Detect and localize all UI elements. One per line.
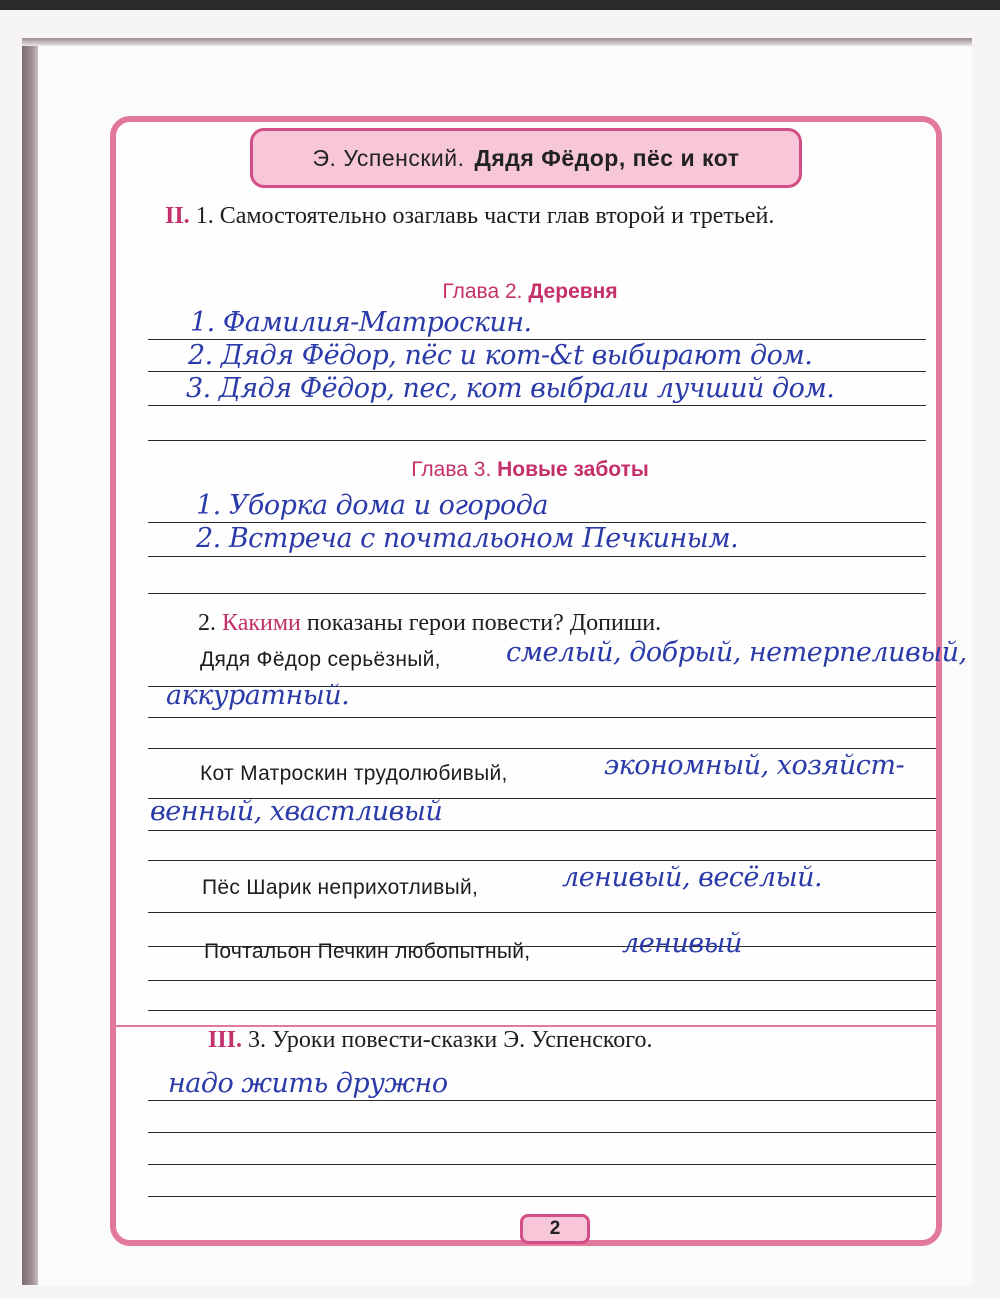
- answer-line: [148, 371, 926, 372]
- answer-line: [148, 1010, 936, 1011]
- task2-highlight: Какими: [222, 610, 301, 636]
- answer-line: [148, 912, 936, 913]
- hero-matroskin: Кот Матроскин трудолюбивый,: [200, 762, 508, 785]
- task3-text: Уроки повести-сказки Э. Успенского.: [272, 1027, 653, 1053]
- task3-prompt: [208, 1022, 653, 1058]
- page-number: 2: [520, 1214, 590, 1244]
- answer-line: [148, 860, 936, 861]
- task1-prompt: [165, 198, 905, 234]
- chapter2-heading: [320, 280, 740, 304]
- task3-number: 3.: [248, 1027, 267, 1053]
- scan-top-edge: [0, 0, 1000, 10]
- hero-pechkin-answer-1: ленивый: [622, 928, 742, 959]
- hero-sharik-answer-1: ленивый, весёлый.: [562, 862, 823, 893]
- chapter2-answer-1: 1. Фамилия-Матроскин.: [190, 307, 532, 338]
- hero-pechkin: Почтальон Печкин любопытный,: [204, 940, 531, 963]
- answer-line: [148, 405, 926, 406]
- answer-line: [148, 980, 936, 981]
- chapter3-answer-2: 2. Встреча с почтальоном Печкиным.: [196, 523, 739, 554]
- answer-line: [148, 830, 936, 831]
- chapter3-name: Новые заботы: [497, 458, 649, 481]
- hero-matroskin-answer-2: венный, хвастливый: [150, 796, 443, 827]
- chapter2-answer-2: 2. Дядя Фёдор, пёс и кот-&t выбирают дом.: [188, 340, 813, 371]
- answer-line: [148, 593, 926, 594]
- hero-matroskin-answer-1: экономный, хозяйст-: [604, 750, 905, 781]
- chapter2-number: 2.: [504, 280, 523, 303]
- answer-line: [148, 1164, 936, 1165]
- task2-prompt: [198, 605, 661, 641]
- task1-text: Самостоятельно озаглавь части глав второй и третьей.: [219, 203, 775, 229]
- book-top-edge: [22, 38, 972, 46]
- chapter3-label: Глава: [411, 458, 468, 481]
- task2-number: 2.: [198, 610, 216, 636]
- task1-section: II.: [165, 203, 190, 229]
- chapter3-answer-1: 1. Уборка дома и огорода: [196, 490, 548, 521]
- answer-line: [148, 440, 926, 441]
- chapter2-label: Глава: [442, 280, 500, 303]
- chapter2-answer-3: 3. Дядя Фёдор, пес, кот выбрали лучший дом.: [186, 373, 835, 404]
- hero-uncle-fyodor: Дядя Фёдор серьёзный,: [200, 648, 441, 671]
- chapter3-heading: [300, 458, 760, 482]
- hero-uncle-fyodor-answer-1: смелый, добрый, нетерпеливый,: [506, 637, 967, 668]
- answer-line: [148, 748, 936, 749]
- answer-line: [148, 1132, 936, 1133]
- chapter2-name: Деревня: [528, 280, 618, 303]
- header-book-title: Дядя Фёдор, пёс и кот: [474, 144, 740, 171]
- answer-line: [148, 1196, 936, 1197]
- task3-section: III.: [208, 1027, 243, 1053]
- hero-uncle-fyodor-answer-2: аккуратный.: [166, 680, 350, 711]
- answer-line: [148, 1100, 936, 1101]
- chapter-header: [250, 128, 802, 188]
- chapter3-number: 3.: [473, 458, 492, 481]
- task3-answer: надо жить дружно: [168, 1068, 448, 1099]
- answer-line: [148, 717, 936, 718]
- answer-line: [148, 556, 926, 557]
- task2-text: показаны герои повести? Допиши.: [306, 610, 662, 636]
- hero-sharik: Пёс Шарик неприхотливый,: [202, 876, 479, 899]
- header-author: Э. Успенский.: [312, 144, 465, 171]
- task1-number: 1.: [195, 203, 214, 229]
